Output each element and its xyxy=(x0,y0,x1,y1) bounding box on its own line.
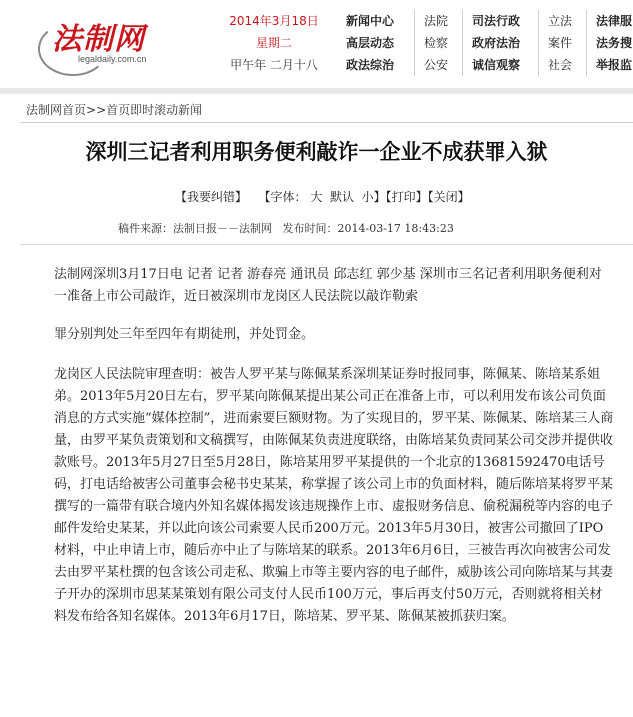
article-paragraph: 法制网深圳3月17日电 记者 记者 游春亮 通讯员 邱志红 郭少基 深圳市三名记者利用职务便利对一准备上市公司敲诈，近日被深圳市龙岗区人民法院以敲诈勒索 xyxy=(54,267,602,304)
nav-link[interactable]: 司法行政 xyxy=(472,14,521,28)
print-link[interactable]: 【打印】 xyxy=(385,190,428,204)
nav-column-3 xyxy=(472,10,520,76)
header-divider-band xyxy=(0,88,633,94)
nav-link[interactable]: 法务搜 xyxy=(596,36,633,50)
lunar-date: 甲午年 二月十八 xyxy=(230,58,318,72)
nav-column-5 xyxy=(596,10,632,76)
nav-link[interactable]: 公安 xyxy=(424,58,449,72)
nav-link[interactable]: 案件 xyxy=(548,36,573,50)
article-paragraph: 龙岗区人民法院审理查明：被告人罗平某与陈佩某系深圳某证券时报同事，陈佩某、陈培某系姐弟。2013年5月20日左右，罗平某向陈佩某提出某公司正在准备上市，可以利用发布该公司负面消息的方式实施“媒体控制”，进而索要巨额财物。为了实现目的，罗平某、陈佩某、陈培某三人商量，由罗平某负责策划和文稿撰写，由陈佩某负责进度联络，由陈培某负责同某公司交涉并提供收款账号。2013年5月27日至5月28日，陈培某用罗平某提供的一个北京的13681592470电话号码，打电话给被害公司董事会秘书史某某，称掌握了该公司上市的负面材料，随后陈培某将罗平某撰写的一篇带有联合境内外知名媒体揭发该违规操作上市、虚报财务信息、偷税漏税等内容的电子邮件发给史某某，并以此向该公司索要人民币200万元。2013年5月30日，被害公司撤回了IPO材料，中止申请上市，随后亦中止了与陈培某的联系。2013年6月6日，三被告再次向被害公司发去由罗平某杜撰的包含该公司走私、欺骗上市等主要内容的电子邮件，威胁该公司向陈培某与其妻子开办的深圳市思某某策划有限公司支付人民币100万元，事后再支付50万元，否则就将相关材料发布给各知名媒体。2013年6月17日，陈培某、罗平某、陈佩某被抓获归案。 xyxy=(54,367,614,624)
breadcrumb-home-link[interactable]: 法制网首页 xyxy=(26,103,87,117)
breadcrumb-rule xyxy=(20,122,633,123)
nav-link[interactable]: 新闻中心 xyxy=(346,14,395,28)
font-default-link[interactable]: 默认 xyxy=(329,190,354,204)
report-error-link[interactable]: 【我要纠错】 xyxy=(175,190,248,204)
nav-link[interactable]: 法律服 xyxy=(596,14,633,28)
nav-column-1 xyxy=(346,10,394,76)
article-toolbar xyxy=(175,188,470,205)
nav-link[interactable]: 高层动态 xyxy=(346,36,395,50)
nav-link[interactable]: 检察 xyxy=(424,36,449,50)
nav-link[interactable]: 立法 xyxy=(548,14,573,28)
date-block xyxy=(214,10,334,76)
nav-divider xyxy=(538,10,539,76)
nav-link[interactable]: 法院 xyxy=(424,14,449,28)
font-size-label: 【字体： xyxy=(258,190,307,204)
published-label: 发布时间： xyxy=(282,222,338,235)
article-meta xyxy=(118,220,454,236)
font-large-link[interactable]: 大 xyxy=(310,190,323,204)
nav-link[interactable]: 举报监 xyxy=(596,58,633,72)
site-logo[interactable] xyxy=(28,8,198,82)
nav-divider xyxy=(586,10,587,76)
article-body xyxy=(54,264,614,646)
logo-text: 法制网 xyxy=(52,22,145,57)
breadcrumb-current-link[interactable]: 首页即时滚动新闻 xyxy=(106,103,203,117)
article-title: 深圳三记者利用职务便利敲诈一企业不成获罪入狱 xyxy=(85,140,548,164)
meta-rule xyxy=(20,244,633,245)
logo-url: legaldaily.com.cn xyxy=(78,54,147,64)
current-weekday: 星期二 xyxy=(255,36,292,50)
article-paragraph: 罪分别判处三年至四年有期徒刑，并处罚金。 xyxy=(54,327,315,342)
nav-column-4 xyxy=(548,10,572,76)
published-time: 2014-03-17 18:43:23 xyxy=(337,222,454,235)
breadcrumb-separator: >> xyxy=(86,103,107,117)
nav-link[interactable]: 政府法治 xyxy=(472,36,521,50)
breadcrumb xyxy=(26,101,202,118)
font-small-link[interactable]: 小】 xyxy=(361,190,386,204)
site-header xyxy=(0,0,633,88)
nav-link[interactable]: 政法综治 xyxy=(346,58,395,72)
nav-link[interactable]: 诚信观察 xyxy=(472,58,521,72)
article-source: 稿件来源：法制日报－－法制网 xyxy=(118,222,272,235)
nav-link[interactable]: 社会 xyxy=(548,58,573,72)
current-date: 2014年3月18日 xyxy=(229,14,319,28)
nav-divider xyxy=(462,10,463,76)
nav-divider xyxy=(414,10,415,76)
nav-column-2 xyxy=(424,10,448,76)
close-link[interactable]: 【关闭】 xyxy=(427,190,470,204)
